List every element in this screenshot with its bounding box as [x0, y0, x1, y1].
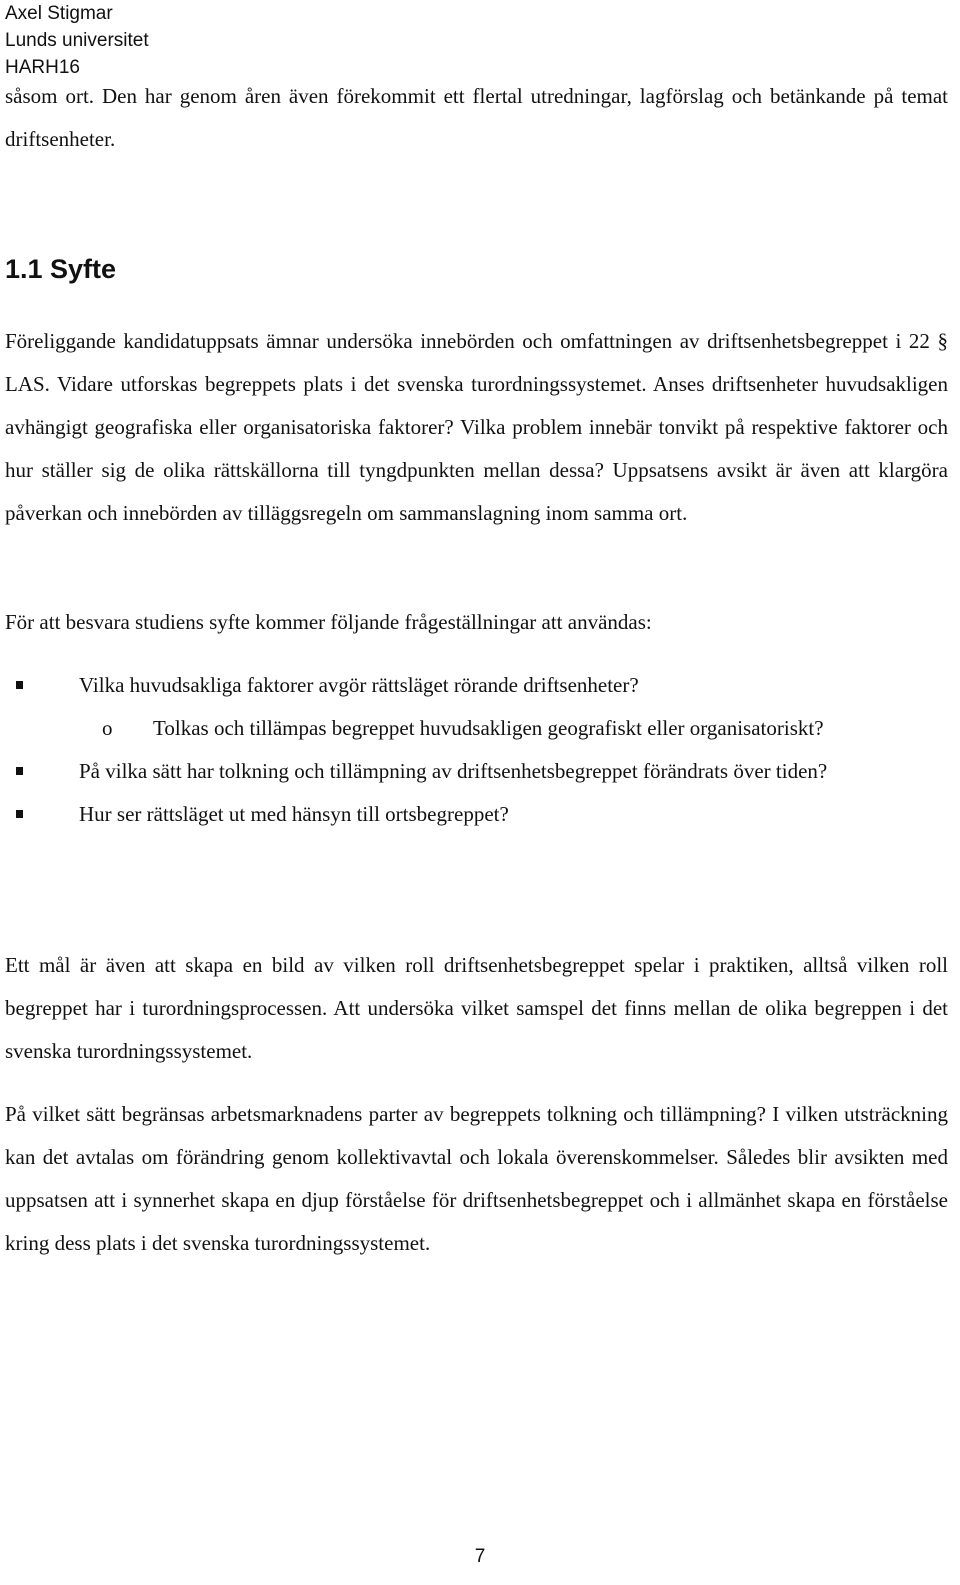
questions-block: [5, 664, 948, 836]
goal-block: [5, 944, 948, 1073]
intro-block: [5, 75, 948, 161]
question-item-2: [5, 750, 948, 793]
limitation-block: [5, 1093, 948, 1265]
intro-paragraph: såsom ort. Den har genom åren även förekommit ett flertal utredningar, lagförslag och betänkande på temat driftsenheter.: [5, 84, 948, 151]
document-header: [5, 0, 149, 81]
purpose-block: [5, 320, 948, 535]
header-course: HARH16: [5, 57, 80, 78]
header-university: Lunds universitet: [5, 30, 149, 51]
square-bullet-icon: [16, 767, 23, 775]
circle-bullet-icon: o: [102, 716, 113, 740]
question-subtext-1: Tolkas och tillämpas begreppet huvudsakligen geografiskt eller organisatoriskt?: [153, 716, 824, 740]
page-number: 7: [474, 1546, 486, 1567]
purpose-paragraph: Föreliggande kandidatuppsats ämnar undersöka innebörden och omfattningen av driftsenhetsbegreppet i 22 § LAS. Vidare utforskas begreppets plats i det svenska turordningssystemet. Anses driftsenheter huvudsakligen avhängigt geografiska eller organisatoriska faktorer? Vilka problem innebär tonvikt på respektive faktorer och hur ställer sig de olika rättskällorna till tyngdpunkten mellan dessa? Uppsatsens avsikt är även att klargöra påverkan och innebörden av tilläggsregeln om sammanslagning inom samma ort.: [5, 329, 948, 525]
header-author: Axel Stigmar: [5, 3, 113, 24]
square-bullet-icon: [16, 810, 23, 818]
question-list: [5, 664, 948, 836]
question-item-1: [5, 664, 948, 707]
question-text-2: På vilka sätt har tolkning och tillämpning av driftsenhetsbegreppet förändrats över tiden?: [79, 759, 828, 783]
question-text-1: Vilka huvudsakliga faktorer avgör rättsläget rörande driftsenheter?: [79, 673, 639, 697]
square-bullet-icon: [16, 681, 23, 689]
section-heading: 1.1 Syfte: [5, 254, 117, 284]
question-text-3: Hur ser rättsläget ut med hänsyn till ortsbegreppet?: [79, 802, 509, 826]
limitation-paragraph: På vilket sätt begränsas arbetsmarknadens parter av begreppets tolkning och tillämpning? I vilken utsträckning kan det avtalas om förändring genom kollektivavtal och lokala överenskommelser. Således blir avsikten med uppsatsen att i synnerhet skapa en djup förståelse för driftsenhetsbegreppet och i allmänhet skapa en förståelse kring dess plats i det svenska turordningssystemet.: [5, 1102, 948, 1255]
question-item-3: [5, 793, 948, 836]
question-subitem-1: [5, 707, 948, 750]
goal-paragraph: Ett mål är även att skapa en bild av vilken roll driftsenhetsbegreppet spelar i praktiken, alltså vilken roll begreppet har i turordningsprocessen. Att undersöka vilket samspel det finns mellan de olika begreppen i det svenska turordningssystemet.: [5, 953, 948, 1063]
questions-intro-paragraph: För att besvara studiens syfte kommer följande frågeställningar att användas:: [5, 610, 652, 634]
questions-intro-block: [5, 601, 948, 644]
